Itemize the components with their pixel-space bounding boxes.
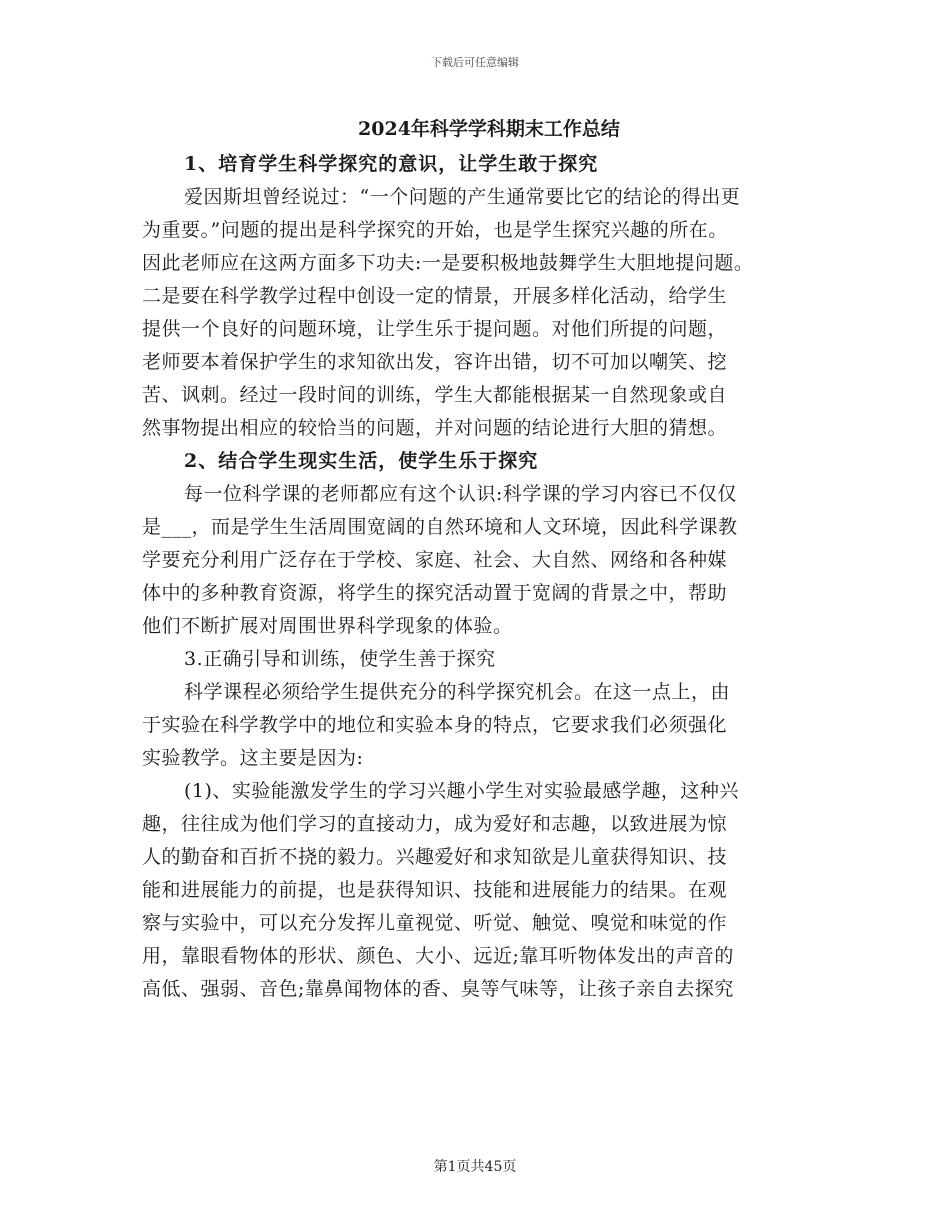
text-line: 学要充分利用广泛存在于学校、家庭、社会、大自然、网络和各种媒 xyxy=(142,549,728,571)
text-line: (1)、实验能激发学生的学习兴趣小学生对实验最感学趣，这种兴 xyxy=(184,780,739,802)
text-line: 为重要。”问题的提出是科学探究的开始，也是学生探究兴趣的所在。 xyxy=(142,219,728,241)
text-line: 趣，往往成为他们学习的直接动力，成为爱好和志趣，以致进展为惊 xyxy=(142,813,728,835)
text-line: 3.正确引导和训练，使学生善于探究 xyxy=(184,648,496,670)
text-line: 人的勤奋和百折不挠的毅力。兴趣爱好和求知欲是儿童获得知识、技 xyxy=(142,846,728,868)
text-lines xyxy=(142,148,822,1006)
text-line: 用，靠眼看物体的形状、颜色、大小、远近;靠耳听物体发出的声音的 xyxy=(142,945,734,967)
text-line: 能和进展能力的前提，也是获得知识、技能和进展能力的结果。在观 xyxy=(142,879,728,901)
text-line: 爱因斯坦曾经说过：“一个问题的产生通常要比它的结论的得出更 xyxy=(184,186,741,208)
text-line: 每一位科学课的老师都应有这个认识:科学课的学习内容已不仅仅 xyxy=(184,483,737,505)
section-heading: 1、培育学生科学探究的意识，让学生敢于探究 xyxy=(184,153,599,175)
text-line: 体中的多种教育资源，将学生的探究活动置于宽阔的背景之中，帮助 xyxy=(142,582,728,604)
section-heading: 2、结合学生现实生活，使学生乐于探究 xyxy=(184,450,539,472)
text-line: 二是要在科学教学过程中创设一定的情景，开展多样化活动，给学生 xyxy=(142,285,728,307)
text-line: 察与实验中，可以充分发挥儿童视觉、听觉、触觉、嗅觉和味觉的作 xyxy=(142,912,728,934)
document-body xyxy=(142,114,822,1006)
header-note: 下载后可任意编辑 xyxy=(431,56,519,69)
text-line: 老师要本着保护学生的求知欲出发，容许出错，切不可加以嘲笑、挖 xyxy=(142,351,728,373)
text-line: 苦、讽刺。经过一段时间的训练，学生大都能根据某一自然现象或自 xyxy=(142,384,728,406)
text-line: 高低、强弱、音色;靠鼻闻物体的香、臭等气味等，让孩子亲自去探究 xyxy=(142,978,734,1000)
text-line: 于实验在科学教学中的地位和实验本身的特点，它要求我们必须强化 xyxy=(142,714,728,736)
text-line: 是___，而是学生生活周围宽阔的自然环境和人文环境，因此科学课教 xyxy=(142,516,738,538)
text-line: 实验教学。这主要是因为: xyxy=(142,747,364,769)
document-title: 2024年科学学科期末工作总结 xyxy=(358,118,620,140)
page-number: 第1页共45页 xyxy=(433,1159,517,1175)
text-line: 提供一个良好的问题环境，让学生乐于提问题。对他们所提的问题， xyxy=(142,318,728,340)
text-line: 科学课程必须给学生提供充分的科学探究机会。在这一点上，由 xyxy=(184,681,731,703)
text-line: 然事物提出相应的较恰当的问题，并对问题的结论进行大胆的猜想。 xyxy=(142,417,728,439)
text-line: 因此老师应在这两方面多下功夫:一是要积极地鼓舞学生大胆地提问题。 xyxy=(142,252,754,274)
text-line: 他们不断扩展对周围世界科学现象的体验。 xyxy=(142,615,513,637)
